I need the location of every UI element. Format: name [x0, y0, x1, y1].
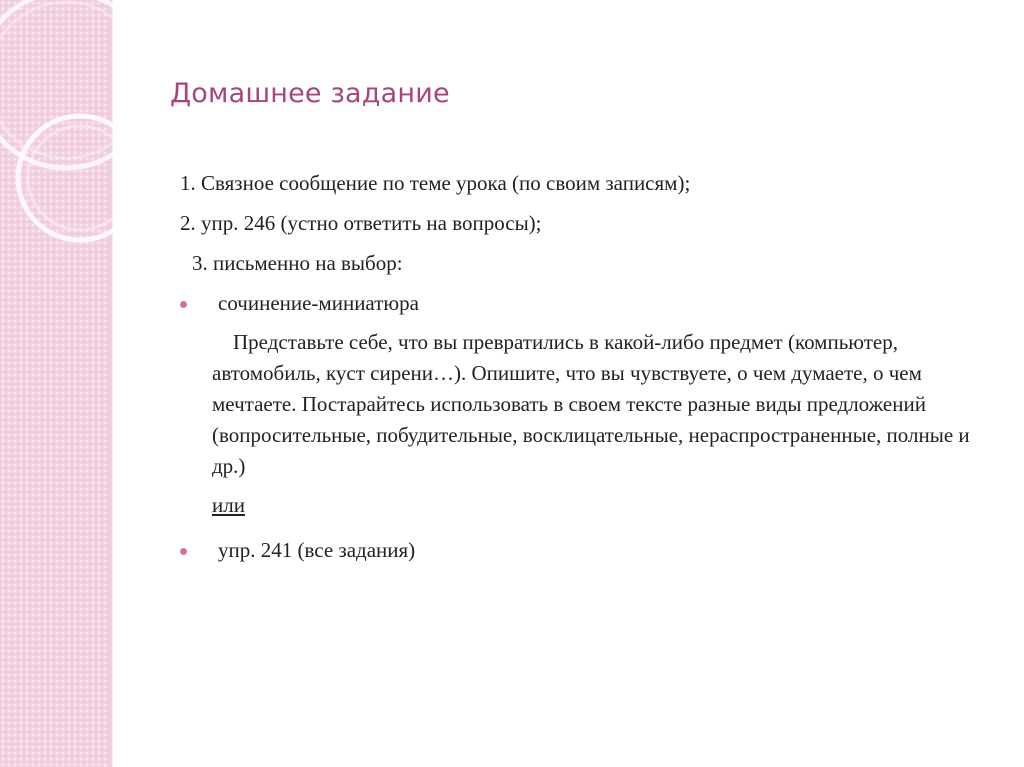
- homework-item-1: 1. Связное сообщение по теме урока (по своим записям);: [180, 171, 691, 195]
- homework-item-2: 2. упр. 246 (устно ответить на вопросы);: [180, 211, 542, 235]
- decorative-rings-icon: [0, 0, 180, 320]
- essay-description-text: Представьте себе, что вы превратились в какой-либо предмет (компьютер, автомобиль, куст сирени…). Опишите, что вы чувствуете, о чем думаете, о чем мечтаете. Постарайтесь использовать в своем тексте разные виды предложений (вопросительные, побудительные, восклицательные, нераспространенные, полные и др.): [212, 330, 970, 478]
- homework-item-3: 3. письменно на выбор:: [192, 251, 403, 275]
- bullet-icon: [180, 301, 187, 308]
- or-separator: или: [212, 493, 245, 517]
- slide-title: Домашнее задание: [170, 78, 450, 109]
- essay-description: [212, 327, 1002, 482]
- option-essay-label: сочинение-миниатюра: [218, 291, 419, 315]
- option-exercise-label: упр. 241 (все задания): [218, 538, 416, 562]
- option-essay: [180, 288, 1000, 319]
- bullet-icon: [180, 548, 187, 555]
- option-exercise: [180, 535, 1000, 566]
- homework-content: [180, 168, 1000, 574]
